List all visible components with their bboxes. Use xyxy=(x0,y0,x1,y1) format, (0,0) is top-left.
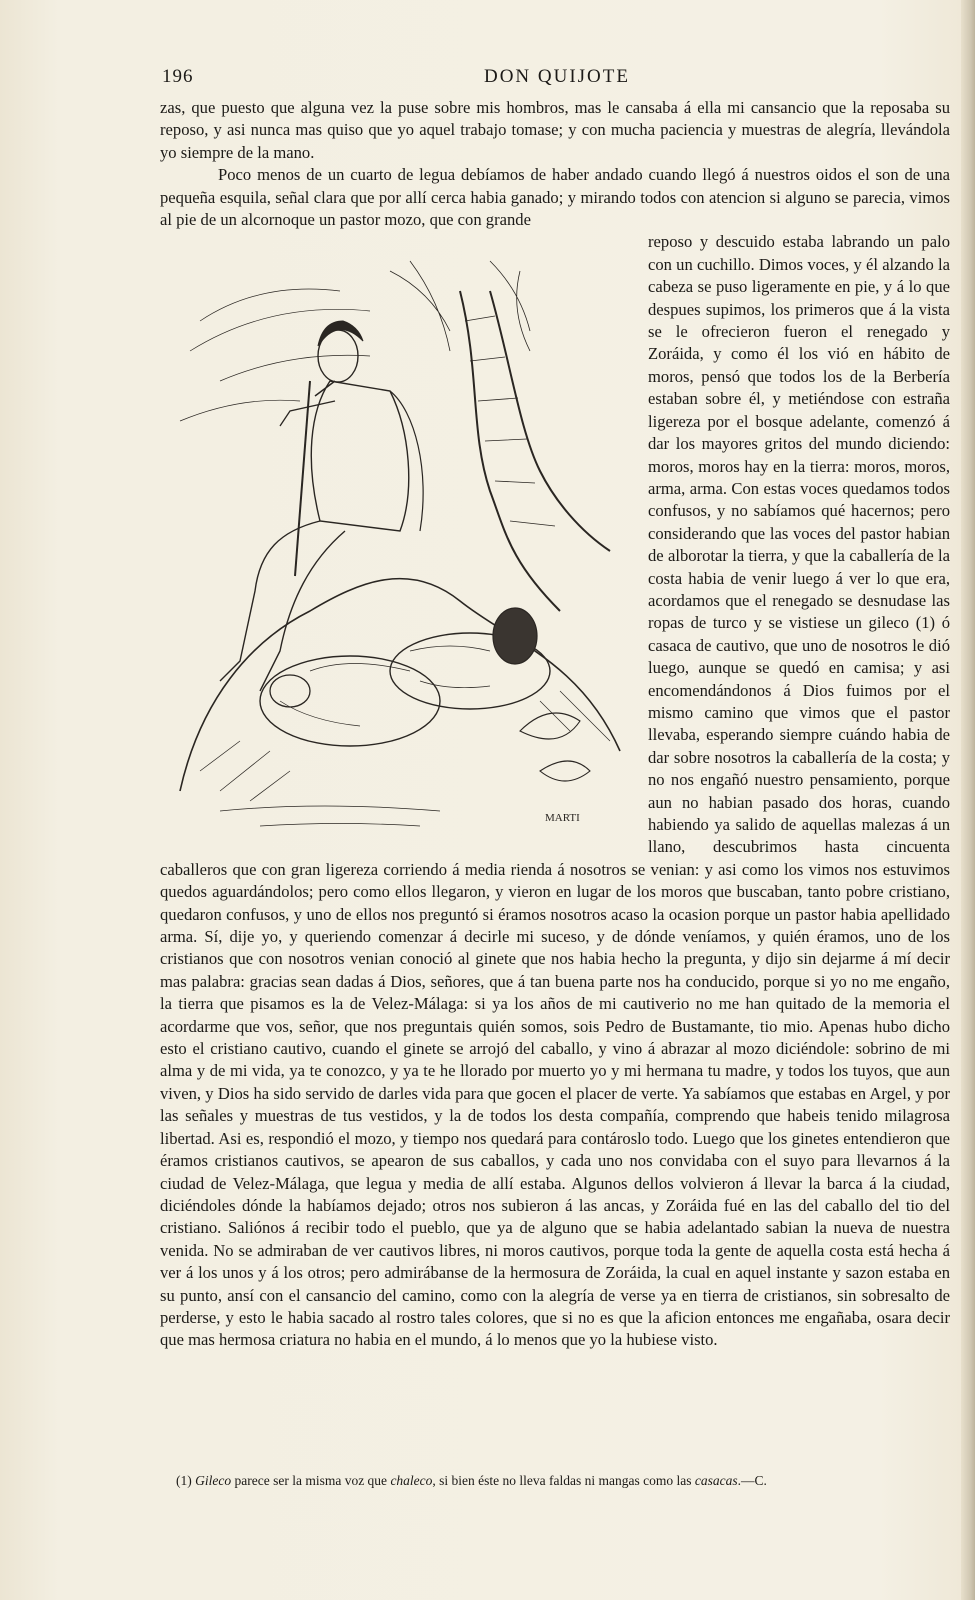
page-number: 196 xyxy=(162,66,194,87)
footnote-text-1: parece ser la misma voz que xyxy=(231,1473,391,1488)
paragraph-1: zas, que puesto que alguna vez la puse sobre mis hombros, mas le cansaba á ella mi cansancio que la reposaba su reposo, y asi nunca mas quiso que yo aquel trabajo tomase; y con mucha paciencia y muestras de alegría, llevándola yo siempre de la mano. xyxy=(160,98,950,162)
footnote-marker: (1) xyxy=(176,1473,192,1488)
page-edge xyxy=(961,0,975,1600)
footnote-text-2: , si bien éste no lleva faldas ni mangas como las xyxy=(432,1473,695,1488)
body-text xyxy=(160,97,950,1352)
footnote-term: Gileco xyxy=(195,1473,232,1488)
footnote-text-3: .—C. xyxy=(737,1473,767,1488)
running-title: DON QUIJOTE xyxy=(483,66,630,87)
footnote-term-2: chaleco xyxy=(390,1473,433,1488)
shepherd-illustration xyxy=(160,231,638,841)
engraving-shepherd-sheep xyxy=(160,231,638,841)
footnote xyxy=(176,1472,936,1490)
paragraph-2-continued: reposo y descuido estaba labrando un palo con un cuchillo. Dimos voces, y él alzando la cabeza se puso ligeramente en pie, y á lo que despues supimos, los primeros que á la vista se le ofrecieron fueron el renegado y Zoráida, y como él los vió en hábito de moros, pensó que todos los de la Berbería estaban sobre él, y metiéndose con estraña ligereza por el bosque adelante, comenzó á dar los mayores gritos del mundo diciendo: moros, moros hay en la tierra: moros, moros, arma, arma. Con estas voces quedamos todos confusos, y no sabíamos qué hacernos; pero considerando que las voces del pastor habian de alborotar la tierra, y que la caballería de la costa habia de venir luego á ver lo que era, acordamos que el renegado se desnudase las ropas de turco y se vistiese un gileco (1) ó casaca de cautivo, que uno de nosotros le dió luego, aunque se quedó en camisa; y asi encomendándonos á Dios fuimos por el mismo camino que vimos que el pastor llevaba, esperando siempre cuándo habia de dar sobre nosotros la caballería de la costa; y no nos engañó nuestro pensamiento, porque aun no habian pasado dos horas, cuando habiendo ya salido de aquellas malezas á un llano, descubrimos hasta cincuenta caballeros que con gran ligereza corriendo á media rienda á nosotros se venian: y asi como los vimos nos estuvimos quedos aguardándolos; pero como ellos llegaron, y vieron en lugar de los moros que buscaban, tanto pobre cristiano, quedaron confusos, y uno de ellos nos preguntó si éramos nosotros acaso la ocasion porque un pastor habia apellidado arma. Sí, dije yo, y queriendo comenzar á decirle mi suceso, y de dónde veníamos, y quién éramos, uno de los cristianos que con nosotros venian conoció al ginete que nos habia hecho la pregunta, y dijo sin dejarme á mí decir mas palabra: gracias sean dadas á Dios, señores, que á tan buena parte nos ha conducido, porque si yo no me engaño, la tierra que pisamos es la de Velez-Málaga: si ya los años de mi cautiverio no me han quitado de la memoria el acordarme que vos, señor, que nos preguntais quién somos, sois Pedro de Bustamante, tio mio. Apenas hubo dicho esto el cristiano cautivo, cuando el ginete se arrojó del caballo, y vino á abrazar al mozo diciéndole: sobrino de mi alma y de mi vida, ya te conozco, y ya te he llorado por muerto yo y mi hermana tu madre, y todos los tuyos, que aun viven, y Dios ha sido servido de darles vida para que gocen el placer de verte. Ya sabíamos que estabas en Argel, y por las señales y muestras de tus vestidos, y la de todos los desta compañía, comprendo que habeis tenido milagrosa libertad. Asi es, respondió el mozo, y tiempo nos quedará para contároslo todo. Luego que los ginetes entendieron que éramos cristianos cautivos, se apearon de sus caballos, y cada uno nos convidaba con el suyo para llevarnos á la ciudad de Velez-Málaga, que legua y media de allí estaba. Algunos dellos volvieron á llevar la barca á la ciudad, diciéndoles dónde la habíamos dejado; otros nos subieron á las ancas, y Zoráida fué en las del caballo del tio del cristiano. Saliónos á recibir todo el pueblo, que ya de alguno que se habia adelantado sabian la nueva de nuestra venida. No se admiraban de ver cautivos libres, ni moros cautivos, porque toda la gente de aquella costa está hecha á ver á los unos y á los otros; pero admirábanse de la hermosura de Zoráida, la cual en aquel instante y sazon estaba en su punto, ansí con el cansancio del camino, como con la alegría de verse ya en tierra de cristianos, sin sobresalto de perderse, y esto le habia sacado al rostro tales colores, que si no es que la aficion entonces me engañaba, osara decir que mas hermosa criatura no habia en el mundo, á lo menos que yo la hubiese visto. xyxy=(160,232,950,1350)
engraver-signature: MARTI xyxy=(545,812,580,825)
footnote-term-3: casacas xyxy=(694,1473,738,1488)
paragraph-2-start: Poco menos de un cuarto de legua debíamos de haber andado cuando llegó á nuestros oidos el son de una pequeña esquila, señal clara que por allí cerca habia ganado; y mirando todos con atencion si alguno se parecia, vimos al pie de un alcornoque un pastor mozo, que con grande xyxy=(160,165,950,230)
page-header xyxy=(162,66,952,92)
